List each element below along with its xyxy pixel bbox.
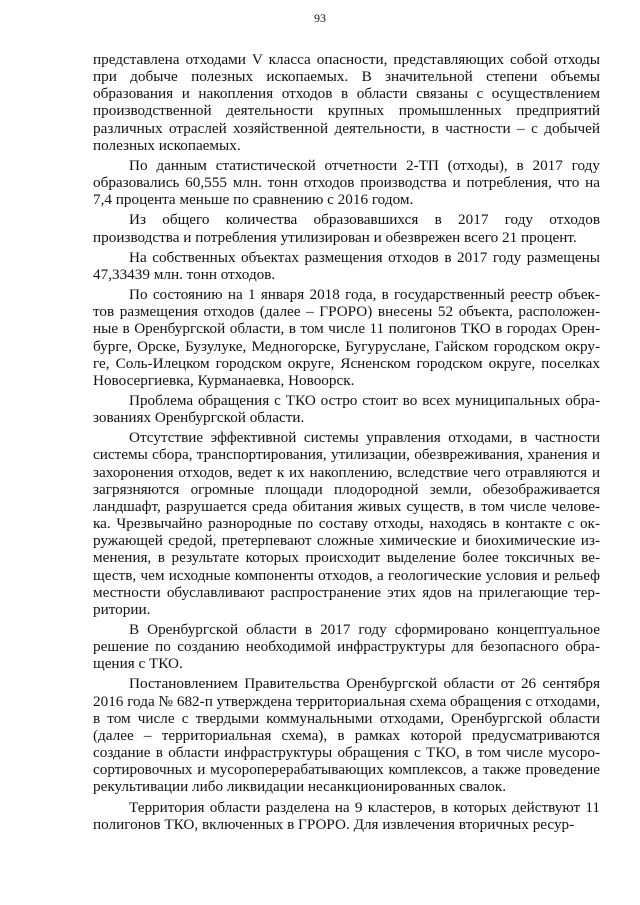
paragraph-4: На собственных объектах размещения отходов в 2017 году размещены 47,33439 млн. тонн отходов. (93, 248, 600, 283)
paragraph-3: Из общего количества образовавшихся в 2017 году отходов производства и потребления утилизирован и обезврежен всего 21 процент. (93, 211, 600, 246)
paragraph-8: В Оренбургской области в 2017 году сформировано концептуальное решение по созданию необходимой инфраструктуры для безопасного обращения с ТКО. (93, 621, 600, 673)
paragraph-2: По данным статистической отчетности 2-ТП (отходы), в 2017 году образовались 60,555 млн. тонн отходов производства и потребления, что на 7,4 процента меньше по сравнению с 2016 годом. (93, 156, 600, 209)
paragraph-9: Постановлением Правительства Оренбургской области от 26 сентября 2016 года № 682-п утверждена территориальная схема обращения с отходами, в том числе с твердыми коммунальными отходами, Оренбургской области (далее – территориальная схема), в рамках которой предусматриваются создание в области инфраструктуры обращения с ТКО, в том числе мусоросортировочных и мусороперерабатывающих комплексов, а также проведение рекультивации либо ликвидации несанкционированных свалок. (93, 675, 600, 796)
paragraph-1: представлена отходами V класса опасности, представляющих собой отходы при добыче полезных ископаемых. В значительной степени объемы образования и накопления отходов в области связаны с осуществлением производственной деятельности крупных промышленных предприятий различных отраслей хозяйственной деятельности, в частности – с добычей полезных ископаемых. (93, 51, 600, 154)
paragraph-5: По состоянию на 1 января 2018 года, в государственный реестр объектов размещения отходов (далее – ГРОРО) внесены 52 объекта, расположенные в Оренбургской области, в том числе 11 полигонов ТКО в городах Оренбурге, Орске, Бузулуке, Медногорске, Бугуруслане, Гайском городском округе, Соль-Илецком городском округе, Ясненском городском округе, поселках Новосергиевка, Курманаевка, Новоорск. (93, 286, 600, 389)
document-body (93, 51, 600, 833)
paragraph-7: Отсутствие эффективной системы управления отходами, в частности системы сбора, транспортирования, утилизации, обезвреживания, хранения и захоронения отходов, ведет к их накоплению, вследствие чего отравляются и загрязняются огромные площади плодородной земли, обезображивается ландшафт, разрушается среда обитания живых существ, в том числе человека. Чрезвычайно разнородные по составу отходы, находясь в контакте с окружающей средой, претерпевают сложные химические и биохимические изменения, в результате которых происходит выделение более токсичных веществ, чем исходные компоненты отходов, а геологические условия и рельеф местности обуславливают распространение этих ядов на прилегающие территории. (93, 429, 600, 618)
paragraph-6: Проблема обращения с ТКО остро стоит во всех муниципальных образованиях Оренбургской области. (93, 391, 600, 427)
page-number: 93 (314, 11, 326, 25)
paragraph-10: Территория области разделена на 9 кластеров, в которых действуют 11 полигонов ТКО, включенных в ГРОРО. Для извлечения вторичных ресур- (93, 798, 600, 833)
